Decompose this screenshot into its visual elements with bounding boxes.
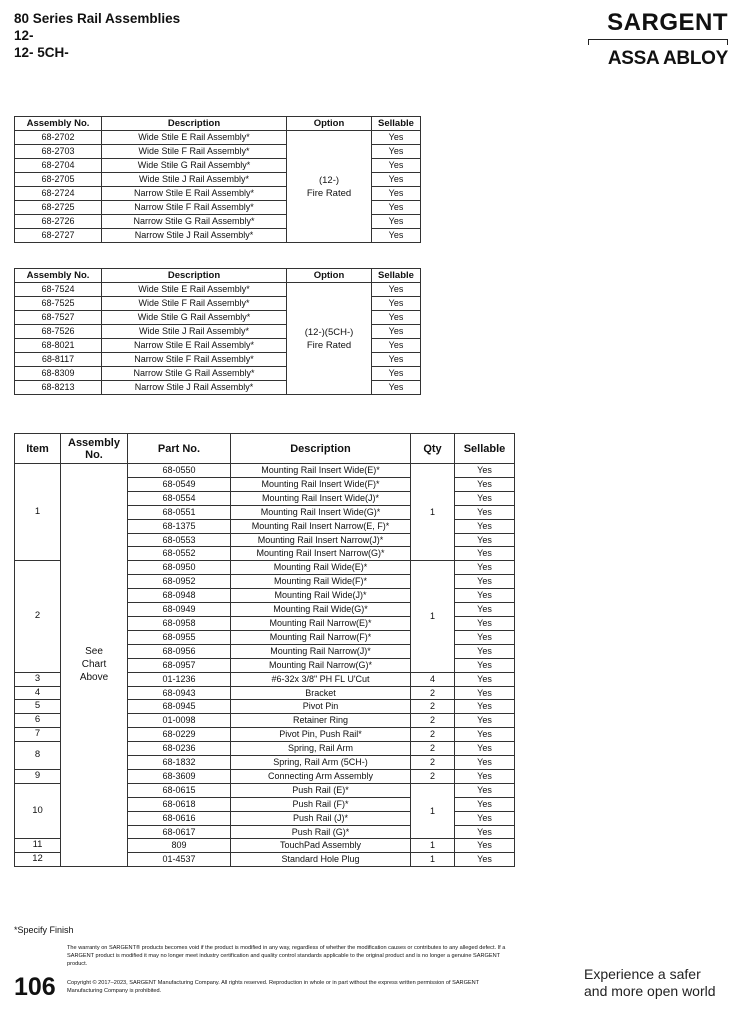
item-cell: 7 [15,728,61,742]
assembly-no-cell: 68-8117 [15,353,102,367]
part-no-cell: 68-0551 [128,505,231,519]
description-cell: #6-32x 3/8" PH FL U'Cut [231,672,411,686]
assembly-no-cell: 68-2724 [15,187,102,201]
assembly-no-cell: 68-7525 [15,297,102,311]
col-qty: Qty [411,434,455,464]
description-cell: Wide Stile E Rail Assembly* [102,131,287,145]
assembly-no-cell: 68-2702 [15,131,102,145]
description-cell: Mounting Rail Wide(E)* [231,561,411,575]
sellable-cell: Yes [372,353,421,367]
description-cell: Wide Stile F Rail Assembly* [102,297,287,311]
sellable-cell: Yes [455,547,515,561]
part-no-cell: 68-0945 [128,700,231,714]
assembly-no-cell: 68-8309 [15,367,102,381]
assembly-no-cell: 68-7524 [15,283,102,297]
description-cell: Wide Stile E Rail Assembly* [102,283,287,297]
assembly-no-cell: 68-8021 [15,339,102,353]
tagline-line-1: Experience a safer [584,966,701,982]
page-number: 106 [14,973,56,1001]
sellable-cell: Yes [372,283,421,297]
description-cell: TouchPad Assembly [231,839,411,853]
logo-divider [588,39,728,45]
sellable-cell: Yes [372,297,421,311]
qty-cell: 1 [411,853,455,867]
assembly-no-cell: 68-2705 [15,173,102,187]
col-sellable: Sellable [372,117,421,131]
option-line-1: (12-) [318,174,340,186]
option-line-1: (12-)(5CH-) [304,326,354,338]
sellable-cell: Yes [455,630,515,644]
col-part-no: Part No. [128,434,231,464]
part-no-cell: 68-0549 [128,477,231,491]
part-no-cell: 68-0943 [128,686,231,700]
col-description: Description [231,434,411,464]
sellable-cell: Yes [455,686,515,700]
page-header [14,10,180,61]
part-no-cell: 68-0229 [128,728,231,742]
description-cell: Wide Stile G Rail Assembly* [102,159,287,173]
description-cell: Mounting Rail Insert Narrow(E, F)* [231,519,411,533]
part-no-cell: 809 [128,839,231,853]
description-cell: Mounting Rail Insert Narrow(J)* [231,533,411,547]
assembly-no-cell: 68-2704 [15,159,102,173]
sellable-cell: Yes [455,575,515,589]
assembly-note-cell: See Chart Above [61,464,128,867]
part-no-cell: 68-0236 [128,742,231,756]
sellable-cell: Yes [455,505,515,519]
item-cell: 12 [15,853,61,867]
description-cell: Narrow Stile E Rail Assembly* [102,339,287,353]
part-no-cell: 68-0553 [128,533,231,547]
sellable-cell: Yes [455,700,515,714]
parts-list-table [14,433,515,867]
item-cell: 9 [15,769,61,783]
description-cell: Mounting Rail Wide(J)* [231,589,411,603]
sellable-cell: Yes [455,783,515,797]
sellable-cell: Yes [455,464,515,478]
option-line-2: 12- 5CH- [14,45,69,60]
sellable-cell: Yes [455,519,515,533]
description-cell: Mounting Rail Narrow(J)* [231,644,411,658]
part-no-cell: 68-0618 [128,797,231,811]
table-row [15,131,421,145]
sargent-assa-abloy-logo [588,10,728,70]
col-assembly-no: Assembly No. [61,434,128,464]
col-description: Description [102,117,287,131]
assembly-no-cell: 68-2727 [15,229,102,243]
description-cell: Mounting Rail Narrow(F)* [231,630,411,644]
assembly-table-5ch-fire-rated [14,268,421,395]
description-cell: Connecting Arm Assembly [231,769,411,783]
part-no-cell: 68-0615 [128,783,231,797]
description-cell: Narrow Stile J Rail Assembly* [102,229,287,243]
table-row [15,464,515,478]
description-cell: Mounting Rail Wide(G)* [231,603,411,617]
qty-cell: 1 [411,464,455,561]
qty-cell: 1 [411,783,455,839]
part-no-cell: 01-0098 [128,714,231,728]
col-item: Item [15,434,61,464]
col-option: Option [287,117,372,131]
assembly-no-cell: 68-2726 [15,215,102,229]
part-no-cell: 68-0952 [128,575,231,589]
description-cell: Wide Stile J Rail Assembly* [102,325,287,339]
part-no-cell: 68-1832 [128,756,231,770]
part-no-cell: 68-0958 [128,616,231,630]
option-line-1: 12- [14,28,34,43]
table-header-row [15,269,421,283]
item-cell: 1 [15,464,61,561]
tagline [584,966,716,1000]
sellable-cell: Yes [455,811,515,825]
qty-cell: 1 [411,839,455,853]
qty-cell: 2 [411,686,455,700]
specify-finish-note: *Specify Finish [14,925,74,935]
sellable-cell: Yes [455,853,515,867]
col-assembly-no: Assembly No. [15,269,102,283]
part-no-cell: 68-0950 [128,561,231,575]
sellable-cell: Yes [455,672,515,686]
description-cell: Push Rail (E)* [231,783,411,797]
sellable-cell: Yes [455,825,515,839]
option-cell [287,283,372,395]
part-no-cell: 68-0617 [128,825,231,839]
item-cell: 3 [15,672,61,686]
description-cell: Narrow Stile J Rail Assembly* [102,381,287,395]
description-cell: Mounting Rail Insert Wide(G)* [231,505,411,519]
sellable-cell: Yes [455,658,515,672]
sellable-cell: Yes [455,616,515,630]
sellable-cell: Yes [372,159,421,173]
col-sellable: Sellable [372,269,421,283]
sellable-cell: Yes [455,714,515,728]
description-cell: Wide Stile G Rail Assembly* [102,311,287,325]
option-cell [287,131,372,243]
sellable-cell: Yes [455,797,515,811]
part-no-cell: 68-0957 [128,658,231,672]
description-cell: Pivot Pin, Push Rail* [231,728,411,742]
sellable-cell: Yes [372,215,421,229]
sellable-cell: Yes [455,589,515,603]
description-cell: Mounting Rail Insert Wide(J)* [231,491,411,505]
description-cell: Narrow Stile F Rail Assembly* [102,201,287,215]
table-row [15,283,421,297]
sellable-cell: Yes [372,201,421,215]
description-cell: Pivot Pin [231,700,411,714]
part-no-cell: 68-3609 [128,769,231,783]
part-no-cell: 01-4537 [128,853,231,867]
description-cell: Narrow Stile E Rail Assembly* [102,187,287,201]
assa-abloy-wordmark: ASSA ABLOY [607,48,728,69]
col-option: Option [287,269,372,283]
tagline-line-2: and more open world [584,983,716,999]
col-description: Description [102,269,287,283]
qty-cell: 2 [411,769,455,783]
part-no-cell: 68-0552 [128,547,231,561]
part-no-cell: 68-0949 [128,603,231,617]
qty-cell: 2 [411,700,455,714]
assembly-no-cell: 68-2725 [15,201,102,215]
assembly-no-cell: 68-2703 [15,145,102,159]
part-no-cell: 68-0956 [128,644,231,658]
option-line-2: Fire Rated [306,339,352,351]
table-header-row [15,434,515,464]
part-no-cell: 01-1236 [128,672,231,686]
sellable-cell: Yes [372,311,421,325]
item-cell: 8 [15,742,61,770]
qty-cell: 2 [411,714,455,728]
option-line-2: Fire Rated [306,187,352,199]
sellable-cell: Yes [372,131,421,145]
sargent-wordmark: SARGENT [607,9,728,36]
item-cell: 5 [15,700,61,714]
sellable-cell: Yes [372,339,421,353]
description-cell: Push Rail (F)* [231,797,411,811]
description-cell: Narrow Stile F Rail Assembly* [102,353,287,367]
sellable-cell: Yes [372,325,421,339]
description-cell: Narrow Stile G Rail Assembly* [102,215,287,229]
sellable-cell: Yes [372,381,421,395]
sellable-cell: Yes [372,145,421,159]
description-cell: Spring, Rail Arm [231,742,411,756]
description-cell: Wide Stile J Rail Assembly* [102,173,287,187]
assembly-table-fire-rated [14,116,421,243]
col-sellable: Sellable [455,434,515,464]
assembly-no-cell: 68-8213 [15,381,102,395]
copyright-text: Copyright © 2017–2023, SARGENT Manufacturing Company. All rights reserved. Reproduction in whole or in part without the express written permission of SARGENT Manufacturing Company is prohibited. [67,980,480,994]
sellable-cell: Yes [455,756,515,770]
page-title: 80 Series Rail Assemblies [14,11,181,26]
description-cell: Push Rail (J)* [231,811,411,825]
item-cell: 10 [15,783,61,839]
description-cell: Push Rail (G)* [231,825,411,839]
sellable-cell: Yes [455,839,515,853]
qty-cell: 2 [411,756,455,770]
qty-cell: 1 [411,561,455,672]
sellable-cell: Yes [372,173,421,187]
col-assembly-no: Assembly No. [15,117,102,131]
sellable-cell: Yes [455,533,515,547]
sellable-cell: Yes [372,187,421,201]
item-cell: 2 [15,561,61,672]
sellable-cell: Yes [455,603,515,617]
sellable-cell: Yes [455,728,515,742]
part-no-cell: 68-0955 [128,630,231,644]
description-cell: Mounting Rail Wide(F)* [231,575,411,589]
description-cell: Mounting Rail Narrow(G)* [231,658,411,672]
sellable-cell: Yes [455,769,515,783]
qty-cell: 2 [411,742,455,756]
qty-cell: 2 [411,728,455,742]
warranty-text: The warranty on SARGENT® products becomes void if the product is modified in any way, regardless of whether the modification causes or contributes to any alleged defect. If a SARGENT product is modified it may no longer meet industry certification and quality control standards applicable to the original product and is no longer a genuine SARGENT product. [67,945,506,967]
description-cell: Mounting Rail Insert Wide(F)* [231,477,411,491]
part-no-cell: 68-0616 [128,811,231,825]
description-cell: Retainer Ring [231,714,411,728]
description-cell: Mounting Rail Insert Narrow(G)* [231,547,411,561]
assembly-no-cell: 68-7527 [15,311,102,325]
part-no-cell: 68-0948 [128,589,231,603]
table-header-row [15,117,421,131]
sellable-cell: Yes [455,477,515,491]
sellable-cell: Yes [372,229,421,243]
description-cell: Mounting Rail Narrow(E)* [231,616,411,630]
description-cell: Spring, Rail Arm (5CH-) [231,756,411,770]
sellable-cell: Yes [455,561,515,575]
sellable-cell: Yes [455,491,515,505]
description-cell: Wide Stile F Rail Assembly* [102,145,287,159]
description-cell: Narrow Stile G Rail Assembly* [102,367,287,381]
sellable-cell: Yes [455,644,515,658]
item-cell: 4 [15,686,61,700]
qty-cell: 4 [411,672,455,686]
description-cell: Standard Hole Plug [231,853,411,867]
part-no-cell: 68-1375 [128,519,231,533]
item-cell: 6 [15,714,61,728]
sellable-cell: Yes [372,367,421,381]
description-cell: Mounting Rail Insert Wide(E)* [231,464,411,478]
description-cell: Bracket [231,686,411,700]
part-no-cell: 68-0554 [128,491,231,505]
part-no-cell: 68-0550 [128,464,231,478]
assembly-no-cell: 68-7526 [15,325,102,339]
sellable-cell: Yes [455,742,515,756]
item-cell: 11 [15,839,61,853]
